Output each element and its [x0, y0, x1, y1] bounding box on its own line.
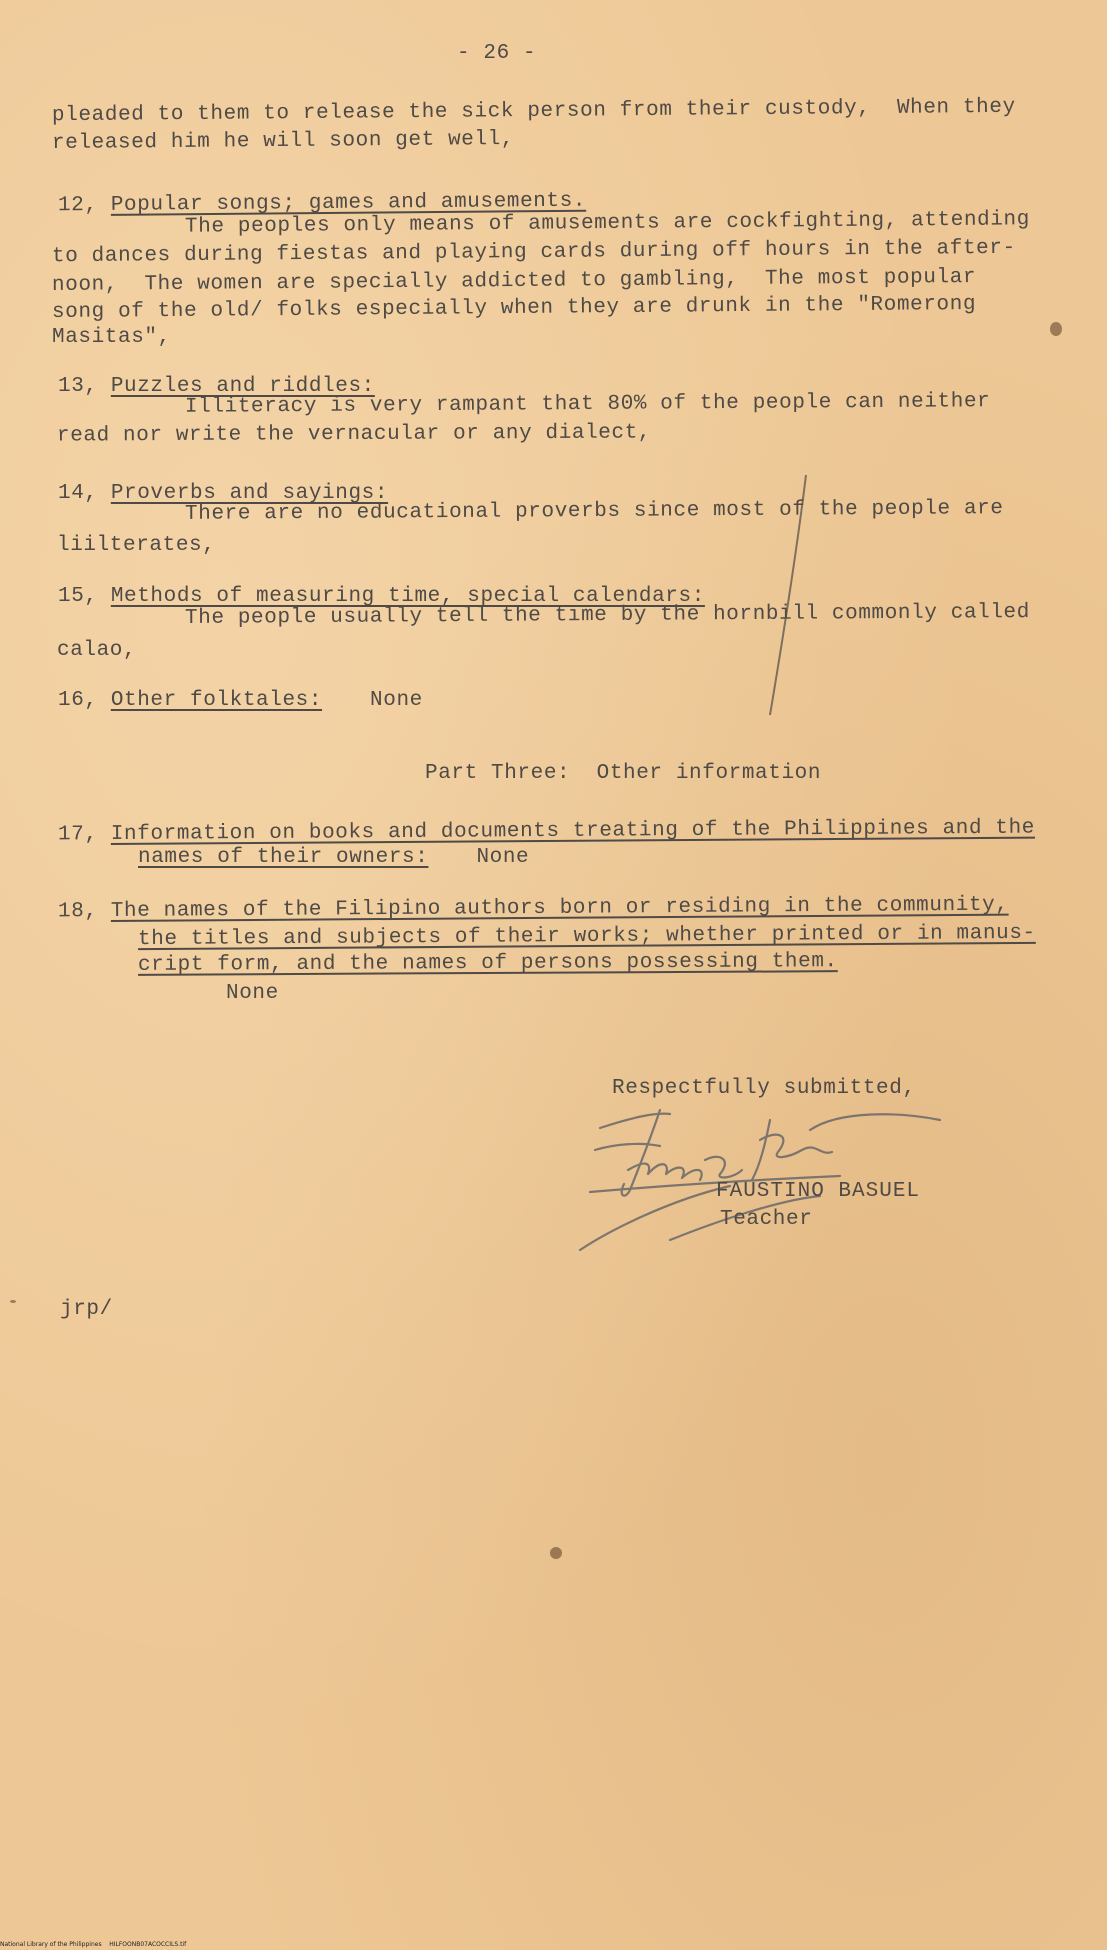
scan-footer: National Library of the Philippines HILFOONB07ACOCCILS.tif: [0, 1941, 187, 1948]
item-number: 16,: [58, 689, 111, 712]
body-line: Illiteracy is very rampant that 80% of the people can neither: [184, 390, 991, 419]
item-number: 17,: [57, 823, 111, 847]
item-heading: Puzzles and riddles:: [110, 375, 375, 398]
item-number: 15,: [58, 585, 111, 608]
body-line: calao,: [57, 639, 137, 662]
body-line: released him he will soon get well,: [51, 127, 515, 156]
item-17: [58, 817, 1035, 847]
body-line: Masitas",: [52, 326, 171, 349]
body-line: to dances during fiestas and playing cards during off hours in the after-: [51, 236, 1016, 269]
item-answer: None: [476, 846, 530, 869]
item-heading: Other folktales:: [110, 689, 323, 712]
item-number: 14,: [58, 482, 111, 505]
item-heading-continued: cript form, and the names of persons possessing them.: [137, 950, 838, 977]
signatory-name: FAUSTINO BASUEL: [716, 1180, 921, 1203]
item-heading: names of their owners:: [138, 846, 429, 869]
item-heading: The names of the Filipino authors born or residing in the community,: [110, 893, 1009, 923]
body-line: pleaded to them to release the sick person from their custody, When they: [51, 95, 1016, 128]
item-18: [58, 894, 1009, 924]
body-line: read nor write the vernacular or any dialect,: [56, 421, 652, 448]
page-number: - 26 -: [457, 42, 537, 65]
pen-stroke-mark: [750, 470, 810, 720]
body-line: liilterates,: [57, 534, 216, 557]
body-line: noon, The women are specially addicted to gambling, The most popular: [51, 265, 977, 298]
body-line: song of the old/ folks especially when they are drunk in the "Romerong: [51, 292, 977, 325]
signatory-title: Teacher: [720, 1208, 813, 1231]
paper-stain: [1050, 322, 1062, 336]
item-answer: None: [370, 689, 423, 712]
item-heading: Proverbs and sayings:: [110, 482, 389, 505]
body-line: There are no educational proverbs since most of the people are: [184, 497, 1004, 526]
item-number: 12,: [57, 193, 111, 218]
item-16: [58, 689, 423, 712]
body-line: The peoples only means of amusements are cockfighting, attending: [184, 208, 1031, 239]
item-heading-continued: the titles and subjects of their works; whether printed or in manus-: [137, 921, 1036, 952]
part-three-heading: Part Three: Other information: [425, 762, 822, 785]
item-heading: Methods of measuring time, special calendars:: [110, 585, 705, 608]
item-heading: Information on books and documents treating of the Philippines and the: [110, 816, 1036, 847]
item-number: 18,: [57, 899, 111, 924]
paper-stain: [10, 1300, 16, 1303]
body-line: The people usually tell the time by the hornbill commonly called: [184, 601, 1031, 630]
item-number: 13,: [58, 375, 111, 398]
item-17-continued: [138, 846, 529, 869]
paper-stain: [550, 1547, 562, 1559]
item-answer: None: [226, 982, 279, 1005]
closing: Respectfully submitted,: [612, 1077, 916, 1100]
typist-initials: jrp/: [60, 1298, 113, 1321]
item-heading: Popular songs; games and amusements.: [110, 189, 587, 217]
